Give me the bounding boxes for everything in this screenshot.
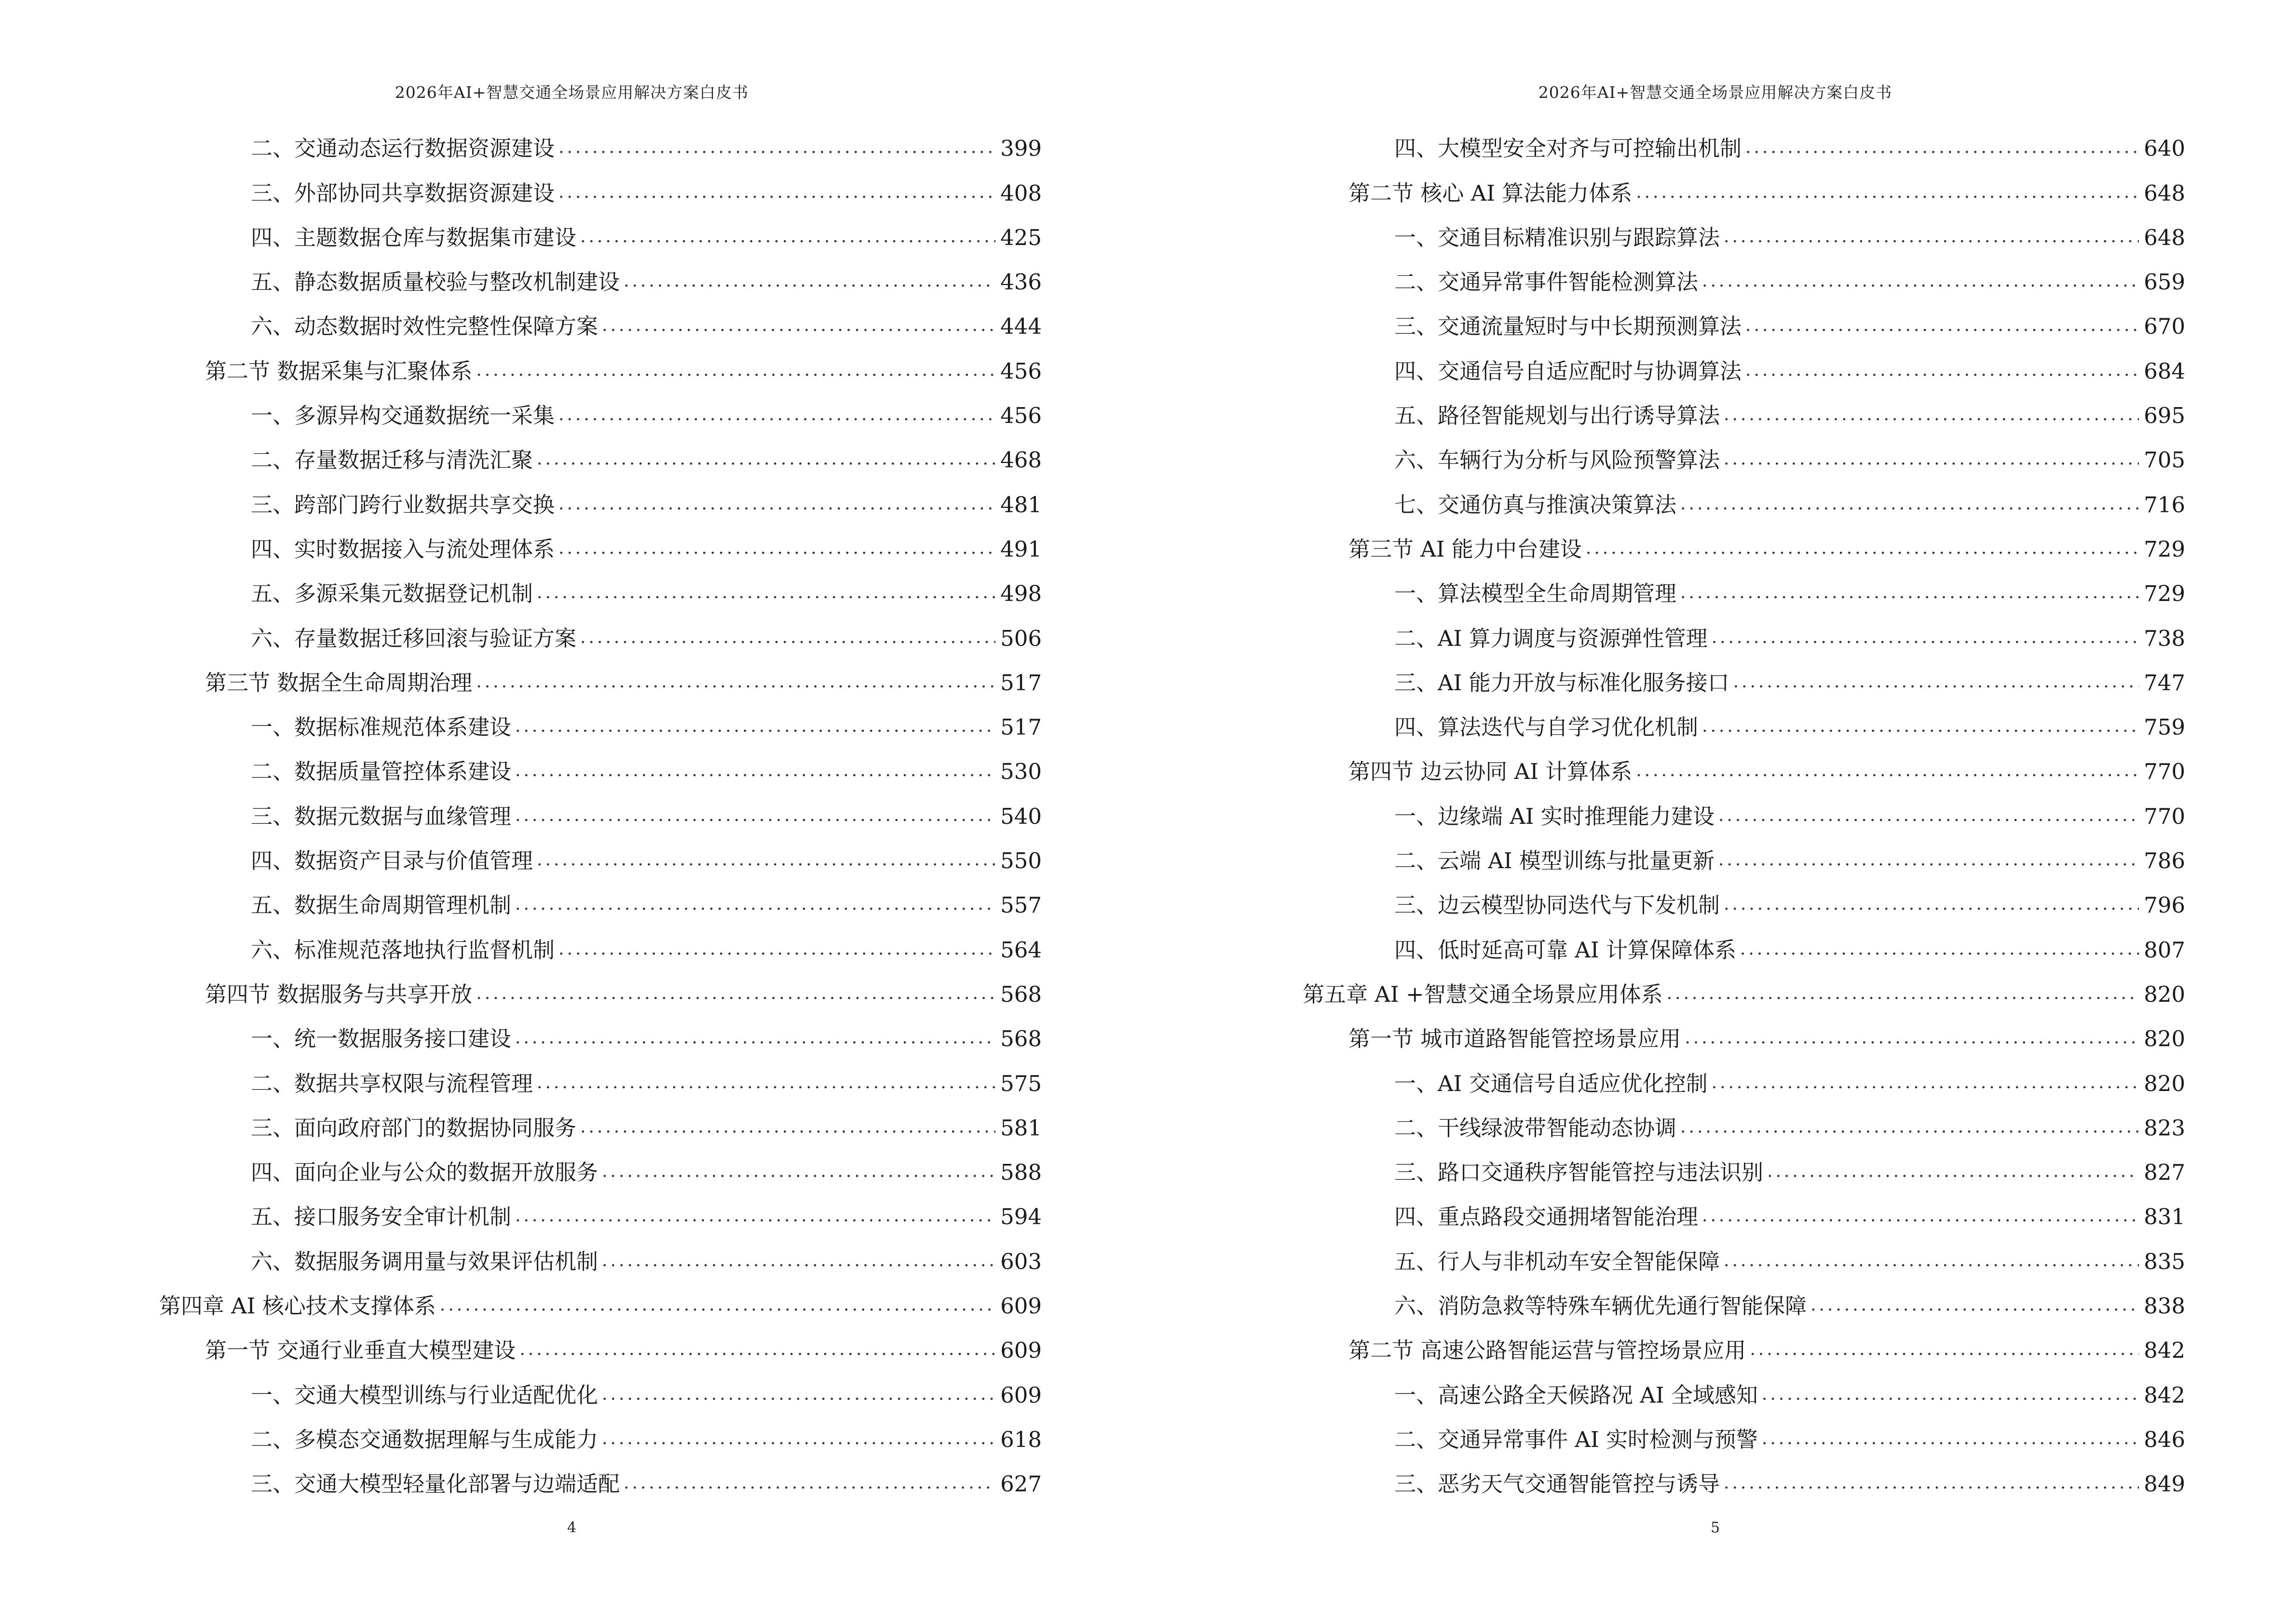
toc-entry-item[interactable]	[1303, 872, 2185, 916]
toc-entry-section[interactable]	[1303, 159, 2185, 204]
dot-leader	[1586, 540, 2139, 557]
toc-entry-title: 五、行人与非机动车安全智能保障	[1394, 1248, 1720, 1274]
toc-entry-title: 二、多模态交通数据理解与生成能力	[251, 1426, 599, 1452]
toc-entry-item[interactable]	[1303, 1050, 2185, 1094]
toc-entry-page: 640	[2144, 136, 2185, 162]
toc-entry-title: 三、路口交通秩序智能管控与违法识别	[1394, 1160, 1764, 1186]
toc-entry-page: 627	[1000, 1471, 1042, 1497]
toc-entry-page: 716	[2144, 491, 2185, 518]
toc-entry-page: 609	[1000, 1293, 1042, 1319]
dot-leader	[1702, 1207, 2139, 1225]
dot-leader	[476, 362, 995, 379]
toc-entry-page: 557	[1000, 892, 1042, 918]
toc-entry-item[interactable]	[1303, 1094, 2185, 1139]
toc-entry-item[interactable]	[1303, 293, 2185, 340]
dot-leader	[1680, 1119, 2139, 1136]
dot-leader	[1636, 184, 2139, 201]
toc-entry-page: 444	[1000, 314, 1042, 340]
toc-entry-page: 581	[1000, 1115, 1042, 1141]
toc-entry-page: 425	[1000, 224, 1042, 250]
toc-entry-title: 三、面向政府部门的数据协同服务	[251, 1115, 577, 1141]
toc-entry-title: 一、统一数据服务接口建设	[251, 1026, 512, 1052]
toc-entry-page: 648	[2144, 180, 2185, 206]
toc-entry-page: 827	[2144, 1160, 2185, 1186]
toc-entry-section[interactable]	[1303, 738, 2185, 785]
toc-entry-item[interactable]	[159, 1050, 1042, 1094]
toc-entry-page: 588	[1000, 1160, 1042, 1186]
toc-entry-title: 二、数据共享权限与流程管理	[251, 1070, 533, 1096]
dot-leader	[476, 673, 995, 691]
dot-leader	[558, 139, 995, 156]
toc-entry-title: 六、车辆行为分析与风险预警算法	[1394, 447, 1720, 473]
toc-entry-page: 491	[1000, 536, 1042, 562]
toc-list	[1303, 115, 2185, 1495]
toc-entry-page: 820	[2144, 981, 2185, 1007]
toc-entry-title: 三、交通大模型轻量化部署与边端适配	[251, 1471, 620, 1497]
dot-leader	[1702, 273, 2139, 290]
dot-leader	[515, 1207, 995, 1225]
toc-entry-title: 二、交通异常事件 AI 实时检测与预警	[1394, 1426, 1758, 1452]
toc-entry-title: 第四节 数据服务与共享开放	[205, 981, 473, 1007]
toc-entry-title: 三、AI 能力开放与标准化服务接口	[1394, 669, 1729, 696]
dot-leader	[580, 1119, 995, 1136]
dot-leader	[519, 1341, 995, 1358]
toc-entry-item[interactable]	[159, 1094, 1042, 1139]
page-right	[1144, 0, 2287, 1624]
toc-entry-item[interactable]	[1303, 827, 2185, 872]
toc-entry-title: 五、多源采集元数据登记机制	[251, 581, 533, 607]
dot-leader	[602, 1163, 995, 1180]
toc-entry-item[interactable]	[159, 1406, 1042, 1450]
dot-leader	[1702, 718, 2139, 735]
toc-entry-item[interactable]	[1303, 204, 2185, 248]
toc-entry-title: 六、数据服务调用量与效果评估机制	[251, 1248, 599, 1274]
dot-leader	[1636, 762, 2139, 779]
page-number: 4	[567, 1519, 577, 1536]
toc-entry-title: 第一节 交通行业垂直大模型建设	[205, 1337, 516, 1364]
toc-entry-title: 第三节 数据全生命周期治理	[205, 669, 473, 696]
dot-leader	[624, 273, 995, 290]
toc-entry-page: 820	[2144, 1026, 2185, 1052]
toc-entry-item[interactable]	[159, 604, 1042, 649]
toc-entry-title: 四、交通信号自适应配时与协调算法	[1394, 358, 1742, 384]
toc-entry-item[interactable]	[1303, 248, 2185, 293]
dot-leader	[1745, 317, 2139, 334]
dot-leader	[1733, 673, 2139, 691]
toc-entry-section[interactable]	[159, 961, 1042, 1005]
toc-entry-title: 五、路径智能规划与出行诱导算法	[1394, 403, 1720, 429]
toc-entry-item[interactable]	[1303, 782, 2185, 827]
toc-entry-section[interactable]	[1303, 516, 2185, 560]
toc-entry-section[interactable]	[1303, 1005, 2185, 1050]
toc-entry-title: 三、交通流量短时与中长期预测算法	[1394, 314, 1742, 340]
toc-entry-title: 二、干线绿波带智能动态协调	[1394, 1115, 1677, 1141]
toc-entry-item[interactable]	[1303, 649, 2185, 694]
toc-entry-title: 第一节 城市道路智能管控场景应用	[1348, 1026, 1681, 1052]
toc-entry-item[interactable]	[1303, 1272, 2185, 1317]
toc-entry-title: 第三节 AI 能力中台建设	[1348, 536, 1582, 562]
dot-leader	[1724, 450, 2139, 468]
toc-entry-page: 849	[2144, 1471, 2185, 1497]
dot-leader	[1762, 1430, 2139, 1447]
toc-entry-item[interactable]	[159, 916, 1042, 963]
toc-entry-item[interactable]	[1303, 337, 2185, 382]
toc-entry-item[interactable]	[159, 293, 1042, 340]
toc-entry-item[interactable]	[159, 382, 1042, 429]
dot-leader	[558, 540, 995, 557]
toc-entry-section[interactable]	[159, 649, 1042, 694]
dot-leader	[558, 495, 995, 513]
toc-entry-page: 835	[2144, 1248, 2185, 1274]
toc-entry-item[interactable]	[159, 738, 1042, 785]
toc-entry-item[interactable]	[159, 516, 1042, 560]
toc-entry-page: 846	[2144, 1426, 2185, 1452]
toc-entry-title: 四、算法迭代与自学习优化机制	[1394, 714, 1699, 740]
running-header: 2026年AI+智慧交通全场景应用解决方案白皮书	[395, 83, 749, 102]
toc-entry-item[interactable]	[1303, 916, 2185, 963]
toc-entry-page: 770	[2144, 803, 2185, 829]
toc-entry-page: 408	[1000, 180, 1042, 206]
dot-leader	[602, 317, 995, 334]
toc-entry-page: 603	[1000, 1248, 1042, 1274]
toc-entry-title: 六、消防急救等特殊车辆优先通行智能保障	[1394, 1293, 1807, 1319]
dot-leader	[580, 228, 995, 246]
toc-entry-title: 第四节 边云协同 AI 计算体系	[1348, 759, 1633, 785]
toc-entry-item[interactable]	[159, 694, 1042, 738]
toc-entry-item[interactable]	[1303, 1183, 2185, 1228]
toc-entry-page: 609	[1000, 1337, 1042, 1364]
toc-entry-title: 二、云端 AI 模型训练与批量更新	[1394, 848, 1715, 874]
dot-leader	[515, 896, 995, 913]
toc-entry-item[interactable]	[159, 827, 1042, 872]
dot-leader	[537, 450, 995, 468]
toc-entry-page: 759	[2144, 714, 2185, 740]
toc-list	[159, 115, 1042, 1495]
toc-entry-title: 六、存量数据迁移回滚与验证方案	[251, 625, 577, 651]
toc-entry-title: 二、数据质量管控体系建设	[251, 759, 512, 785]
toc-entry-page: 568	[1000, 981, 1042, 1007]
toc-entry-item[interactable]	[159, 471, 1042, 518]
toc-entry-title: 二、交通动态运行数据资源建设	[251, 136, 555, 162]
toc-entry-title: 四、面向企业与公众的数据开放服务	[251, 1160, 599, 1186]
dot-leader	[1745, 139, 2139, 156]
dot-leader	[515, 762, 995, 779]
toc-entry-page: 517	[1000, 714, 1042, 740]
toc-entry-title: 一、算法模型全生命周期管理	[1394, 581, 1677, 607]
toc-entry-page: 609	[1000, 1382, 1042, 1408]
toc-entry-item[interactable]	[1303, 115, 2185, 162]
toc-entry-item[interactable]	[159, 159, 1042, 204]
toc-entry-item[interactable]	[159, 1183, 1042, 1228]
toc-entry-page: 842	[2144, 1337, 2185, 1364]
toc-entry-title: 三、外部协同共享数据资源建设	[251, 180, 555, 206]
toc-entry-title: 一、交通大模型训练与行业适配优化	[251, 1382, 599, 1408]
toc-entry-item[interactable]	[159, 872, 1042, 916]
toc-entry-title: 四、重点路段交通拥堵智能治理	[1394, 1204, 1699, 1230]
toc-entry-title: 七、交通仿真与推演决策算法	[1394, 491, 1677, 518]
toc-entry-page: 575	[1000, 1070, 1042, 1096]
toc-entry-title: 五、静态数据质量校验与整改机制建设	[251, 269, 620, 295]
toc-entry-page: 550	[1000, 848, 1042, 874]
toc-entry-item[interactable]	[159, 782, 1042, 827]
toc-entry-page: 540	[1000, 803, 1042, 829]
toc-entry-page: 823	[2144, 1115, 2185, 1141]
dot-leader	[558, 184, 995, 201]
toc-entry-item[interactable]	[159, 1361, 1042, 1406]
toc-entry-item[interactable]	[159, 115, 1042, 162]
toc-entry-title: 五、数据生命周期管理机制	[251, 892, 512, 918]
toc-entry-item[interactable]	[1303, 560, 2185, 607]
toc-entry-page: 568	[1000, 1026, 1042, 1052]
toc-entry-page: 820	[2144, 1070, 2185, 1096]
toc-entry-item[interactable]	[1303, 604, 2185, 649]
toc-entry-title: 六、动态数据时效性完整性保障方案	[251, 314, 599, 340]
dot-leader	[602, 1386, 995, 1403]
dot-leader	[1680, 584, 2139, 601]
dot-leader	[558, 406, 995, 423]
toc-entry-item[interactable]	[1303, 382, 2185, 429]
dot-leader	[1712, 1074, 2139, 1092]
toc-entry-page: 564	[1000, 937, 1042, 963]
toc-entry-item[interactable]	[1303, 1450, 2185, 1495]
toc-entry-title: 一、多源异构交通数据统一采集	[251, 403, 555, 429]
dot-leader	[1667, 985, 2139, 1002]
toc-entry-title: 四、数据资产目录与价值管理	[251, 848, 533, 874]
toc-entry-page: 468	[1000, 447, 1042, 473]
toc-entry-title: 二、AI 算力调度与资源弹性管理	[1394, 625, 1708, 651]
dot-leader	[1718, 807, 2139, 824]
toc-entry-page: 618	[1000, 1426, 1042, 1452]
toc-entry-chapter[interactable]	[1303, 961, 2185, 1005]
toc-entry-title: 四、实时数据接入与流处理体系	[251, 536, 555, 562]
toc-entry-item[interactable]	[159, 1228, 1042, 1272]
toc-entry-page: 738	[2144, 625, 2185, 651]
dot-leader	[602, 1252, 995, 1269]
toc-entry-chapter[interactable]	[159, 1272, 1042, 1317]
toc-entry-title: 三、恶劣天气交通智能管控与诱导	[1394, 1471, 1720, 1497]
dot-leader	[624, 1474, 995, 1492]
toc-entry-title: 第二节 高速公路智能运营与管控场景应用	[1348, 1337, 1746, 1364]
toc-entry-title: 一、边缘端 AI 实时推理能力建设	[1394, 803, 1715, 829]
dot-leader	[1750, 1341, 2139, 1358]
toc-entry-title: 一、AI 交通信号自适应优化控制	[1394, 1070, 1708, 1096]
toc-entry-title: 第二节 核心 AI 算法能力体系	[1348, 180, 1633, 206]
toc-entry-page: 517	[1000, 669, 1042, 696]
toc-entry-page: 842	[2144, 1382, 2185, 1408]
toc-entry-title: 一、交通目标精准识别与跟踪算法	[1394, 224, 1720, 250]
toc-entry-page: 684	[2144, 358, 2185, 384]
toc-entry-title: 四、低时延高可靠 AI 计算保障体系	[1394, 937, 1736, 963]
toc-entry-title: 四、大模型安全对齐与可控输出机制	[1394, 136, 1742, 162]
toc-entry-item[interactable]	[1303, 1406, 2185, 1450]
toc-entry-page: 456	[1000, 403, 1042, 429]
toc-entry-title: 一、高速公路全天候路况 AI 全域感知	[1394, 1382, 1758, 1408]
dot-leader	[1811, 1296, 2139, 1314]
toc-entry-page: 506	[1000, 625, 1042, 651]
page-number: 5	[1710, 1519, 1720, 1536]
toc-entry-section[interactable]	[1303, 1317, 2185, 1364]
toc-entry-title: 三、边云模型协同迭代与下发机制	[1394, 892, 1720, 918]
toc-entry-item[interactable]	[159, 1139, 1042, 1186]
toc-entry-page: 838	[2144, 1293, 2185, 1319]
toc-entry-title: 二、交通异常事件智能检测算法	[1394, 269, 1699, 295]
toc-entry-title: 六、标准规范落地执行监督机制	[251, 937, 555, 963]
toc-entry-item[interactable]	[1303, 694, 2185, 738]
toc-entry-page: 705	[2144, 447, 2185, 473]
toc-entry-page: 530	[1000, 759, 1042, 785]
toc-entry-page: 796	[2144, 892, 2185, 918]
toc-entry-page: 695	[2144, 403, 2185, 429]
toc-entry-page: 670	[2144, 314, 2185, 340]
toc-entry-item[interactable]	[159, 204, 1042, 248]
toc-entry-item[interactable]	[1303, 1139, 2185, 1186]
toc-entry-page: 481	[1000, 491, 1042, 518]
toc-entry-title: 第二节 数据采集与汇聚体系	[205, 358, 473, 384]
dot-leader	[1724, 896, 2139, 913]
dot-leader	[1745, 362, 2139, 379]
dot-leader	[1762, 1386, 2139, 1403]
toc-entry-page: 399	[1000, 136, 1042, 162]
toc-entry-page: 807	[2144, 937, 2185, 963]
toc-entry-page: 456	[1000, 358, 1042, 384]
toc-entry-title: 第四章 AI 核心技术支撑体系	[159, 1293, 436, 1319]
toc-entry-title: 二、存量数据迁移与清洗汇聚	[251, 447, 533, 473]
dot-leader	[1767, 1163, 2139, 1180]
toc-entry-item[interactable]	[159, 1450, 1042, 1495]
toc-entry-item[interactable]	[1303, 426, 2185, 471]
toc-entry-item[interactable]	[159, 248, 1042, 293]
toc-entry-title: 第五章 AI +智慧交通全场景应用体系	[1303, 981, 1663, 1007]
dot-leader	[580, 629, 995, 646]
dot-leader	[515, 807, 995, 824]
toc-entry-page: 436	[1000, 269, 1042, 295]
dot-leader	[537, 584, 995, 601]
toc-entry-page: 594	[1000, 1204, 1042, 1230]
toc-entry-page: 729	[2144, 581, 2185, 607]
dot-leader	[1680, 495, 2139, 513]
toc-entry-title: 四、主题数据仓库与数据集市建设	[251, 224, 577, 250]
toc-entry-section[interactable]	[159, 337, 1042, 382]
dot-leader	[515, 718, 995, 735]
toc-entry-title: 三、数据元数据与血缘管理	[251, 803, 512, 829]
toc-entry-page: 729	[2144, 536, 2185, 562]
dot-leader	[440, 1296, 995, 1314]
dot-leader	[476, 985, 995, 1002]
dot-leader	[602, 1430, 995, 1447]
toc-entry-page: 659	[2144, 269, 2185, 295]
toc-entry-item[interactable]	[159, 426, 1042, 471]
dot-leader	[1740, 941, 2139, 958]
toc-entry-item[interactable]	[1303, 1361, 2185, 1406]
toc-entry-title: 一、数据标准规范体系建设	[251, 714, 512, 740]
toc-entry-section[interactable]	[159, 1317, 1042, 1364]
toc-entry-item[interactable]	[159, 1005, 1042, 1050]
toc-entry-item[interactable]	[1303, 471, 2185, 518]
toc-entry-item[interactable]	[159, 560, 1042, 607]
dot-leader	[1712, 629, 2139, 646]
toc-entry-page: 648	[2144, 224, 2185, 250]
dot-leader	[558, 941, 995, 958]
toc-entry-title: 三、跨部门跨行业数据共享交换	[251, 491, 555, 518]
dot-leader	[537, 851, 995, 869]
dot-leader	[515, 1029, 995, 1047]
dot-leader	[1718, 851, 2139, 869]
toc-entry-page: 747	[2144, 669, 2185, 696]
toc-entry-page: 831	[2144, 1204, 2185, 1230]
toc-entry-page: 498	[1000, 581, 1042, 607]
toc-entry-page: 770	[2144, 759, 2185, 785]
toc-entry-page: 786	[2144, 848, 2185, 874]
toc-entry-title: 五、接口服务安全审计机制	[251, 1204, 512, 1230]
dot-leader	[1724, 406, 2139, 423]
dot-leader	[1724, 228, 2139, 246]
dot-leader	[1685, 1029, 2139, 1047]
toc-entry-item[interactable]	[1303, 1228, 2185, 1272]
dot-leader	[1724, 1252, 2139, 1269]
dot-leader	[537, 1074, 995, 1092]
dot-leader	[1724, 1474, 2139, 1492]
running-header: 2026年AI+智慧交通全场景应用解决方案白皮书	[1538, 83, 1892, 102]
